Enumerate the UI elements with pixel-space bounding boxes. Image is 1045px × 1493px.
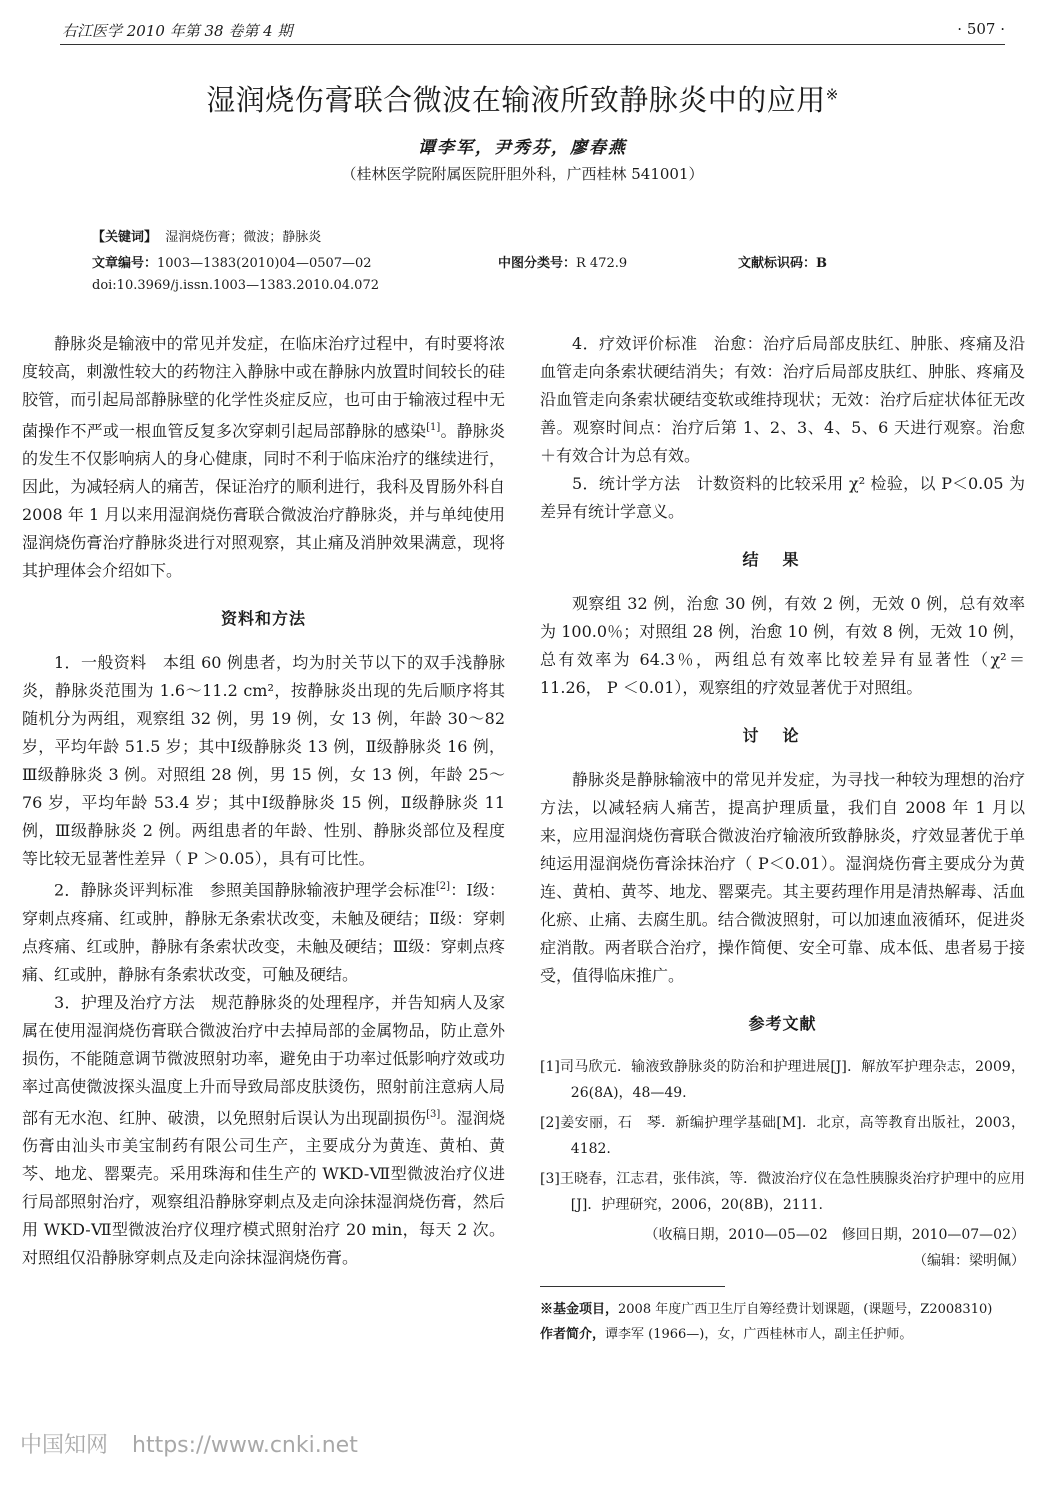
section-heading-discussion: 讨论 xyxy=(742,726,823,745)
clc-number: R 472.9 xyxy=(576,256,628,271)
citation: [1] xyxy=(426,422,441,433)
citation: [3] xyxy=(426,1108,441,1120)
document-code-line xyxy=(738,252,827,271)
criteria-text: 2．静脉炎评判标准 参照美国静脉输液护理学会标准 xyxy=(54,880,436,900)
doi: doi:10.3969/j.issn.1003—1383.2010.04.072 xyxy=(92,278,379,293)
author-footnote xyxy=(540,1322,1025,1347)
criteria-text-rest: ：Ⅰ级：穿刺点疼痛、红或肿，静脉无条索状改变，未触及硬结；Ⅱ级：穿刺点疼痛、红或肿，静脉有条索状改变，未触及硬结；Ⅲ级：穿刺点疼痛、红或肿，静脉有条索状改变，可触及硬结。 xyxy=(22,880,505,984)
author-bio: 谭李军 (1966—)，女，广西桂林市人，副主任护师。 xyxy=(605,1327,913,1342)
intro-text-rest: 。静脉炎的发生不仅影响病人的身心健康，同时不利于临床治疗的继续进行，因此，为减轻病人的痛苦，保证治疗的顺利进行，我科及胃肠外科自 2008 年 1 月以来用湿润烧伤膏联合微波治疗静脉炎，并与单纯使用湿润烧伤膏治疗静脉炎进行对照观察，其止痛及消肿效果满意，现将其护理体会介绍如下。 xyxy=(22,421,505,581)
fund-footnote xyxy=(540,1297,1025,1322)
title-text: 湿润烧伤膏联合微波在输液所致静脉炎中的应用 xyxy=(206,83,826,117)
fund-text: 2008 年度广西卫生厅自筹经费计划课题，(课题号，Z2008310) xyxy=(618,1302,993,1317)
clc-line xyxy=(498,252,627,271)
keywords-label: 【关键词】 xyxy=(92,230,158,245)
criteria-paragraph xyxy=(22,873,505,988)
keywords-line xyxy=(92,226,321,245)
results-paragraph: 观察组 32 例，治愈 30 例，有效 2 例，无效 0 例，总有效率为 100.0％；对照组 28 例，治愈 10 例，有效 8 例，无效 10 例，总有效率为 64.3％，两组总有效率比较差异有显著性（χ²＝11.26， P ＜0.01），观察组的疗效显著优于对照组。 xyxy=(540,594,1025,697)
reference-item: [3]王晓春，江志君，张伟滨，等．微波治疗仪在急性胰腺炎治疗护理中的应用[J]．护理研究，2006，20(8B)，2111. xyxy=(540,1171,1025,1213)
clc-label: 中图分类号： xyxy=(498,256,577,271)
discussion-paragraph: 静脉炎是静脉输液中的常见并发症，为寻找一种较为理想的治疗方法，以减轻病人痛苦，提高护理质量，我们自 2008 年 1 月以来，应用湿润烧伤膏联合微波治疗输液所致静脉炎，疗效显著优于单纯运用湿润烧伤膏涂抹治疗（ P＜0.01）。湿润烧伤膏主要成分为黄连、黄柏、黄芩、地龙、罂粟壳。其主要药理作用是清热解毒、活血化瘀、止痛、去腐生肌。结合微波照射，可以加速血液循环，促进炎症消散。两者联合治疗，操作简便、安全可靠、成本低、患者易于接受，值得临床推广。 xyxy=(540,770,1025,985)
editor: （编辑：梁明佩） xyxy=(913,1253,1025,1269)
section-heading-methods: 资料和方法 xyxy=(220,609,306,629)
article-number-line xyxy=(92,252,372,271)
keywords: 湿润烧伤膏；微波；静脉炎 xyxy=(165,230,322,245)
header-rule xyxy=(60,44,1005,45)
document-code: B xyxy=(816,256,828,271)
watermark-url: https://www.cnki.net xyxy=(132,1433,358,1458)
section-heading-results: 结果 xyxy=(742,550,823,569)
fund-label: ※基金项目， xyxy=(540,1302,619,1317)
watermark-text: 中国知网 xyxy=(20,1433,109,1458)
section-heading-references: 参考文献 xyxy=(748,1014,817,1033)
article-number-label: 文章编号： xyxy=(92,256,158,271)
journal-header: 右江医学 2010 年第 38 卷第 4 期 xyxy=(62,22,293,40)
title-footnote-mark: ※ xyxy=(825,85,839,104)
received-dates: （收稿日期，2010—05—02 修回日期，2010—07—02） xyxy=(644,1227,1025,1243)
statistics-paragraph: 5．统计学方法 计数资料的比较采用 χ² 检验，以 P＜0.05 为差异有统计学意义。 xyxy=(540,474,1025,521)
right-column xyxy=(540,330,1025,1347)
article-title xyxy=(0,78,1045,119)
intro-text: 静脉炎是输液中的常见并发症，在临床治疗过程中，有时要将浓度较高，刺激性较大的药物注入静脉中或在静脉内放置时间较长的硅胶管，而引起局部静脉壁的化学性炎症反应，也可由于输液过程中无菌操作不严或一根血管反复多次穿刺引起局部静脉的感染 xyxy=(22,334,505,441)
reference-item: [2]姜安丽，石 琴．新编护理学基础[M]．北京，高等教育出版社，2003，4182. xyxy=(540,1115,1025,1157)
citation: [2] xyxy=(435,881,451,893)
affiliation: （桂林医学院附属医院肝胆外科，广西桂林 541001） xyxy=(341,165,704,183)
authors: 谭李军，尹秀芬，廖春燕 xyxy=(418,138,627,158)
intro-paragraph xyxy=(22,330,505,585)
efficacy-criteria-paragraph: 4．疗效评价标准 治愈：治疗后局部皮肤红、肿胀、疼痛及沿血管走向条索状硬结消失；有效：治疗后局部皮肤红、肿胀、疼痛及沿血管走向条索状硬结变软或维持现状；无效：治疗后症状体征无改善。观察时间点：治疗后第 1、2、3、4、5、6 天进行观察。治愈＋有效合计为总有效。 xyxy=(540,334,1025,465)
nursing-methods-paragraph xyxy=(22,989,505,1272)
article-number: 1003—1383(2010)04—0507—02 xyxy=(157,256,372,271)
cnki-watermark xyxy=(20,1428,358,1459)
nursing-text-rest: 。湿润烧伤膏由汕头市美宝制药有限公司生产，主要成分为黄连、黄柏、黄芩、地龙、罂粟壳。采用珠海和佳生产的 WKD-Ⅶ型微波治疗仪进行局部照射治疗，观察组沿静脉穿刺点及走向涂抹湿润烧伤膏，然后用 WKD-Ⅶ型微波治疗仪理疗模式照射治疗 20 min，每天 2 次。对照组仅沿静脉穿刺点及走向涂抹湿润烧伤膏。 xyxy=(22,1107,505,1267)
author-label: 作者简介， xyxy=(540,1327,606,1342)
reference-item: [1]司马欣元．输液致静脉炎的防治和护理进展[J]．解放军护理杂志，2009，26(8A)，48—49. xyxy=(540,1059,1025,1101)
general-data-paragraph: 1．一般资料 本组 60 例患者，均为肘关节以下的双手浅静脉炎，静脉炎范围为 1.6～11.2 cm²，按静脉炎出现的先后顺序将其随机分为两组，观察组 32 例，男 19 例，女 13 例，年龄 30～82 岁，平均年龄 51.5 岁；其中Ⅰ级静脉炎 13 例，Ⅱ级静脉炎 16 例，Ⅲ级静脉炎 3 例。对照组 28 例，男 15 例，女 13 例，年龄 25～76 岁，平均年龄 53.4 岁；其中Ⅰ级静脉炎 15 例，Ⅱ级静脉炎 11 例，Ⅲ级静脉炎 2 例。两组患者的年龄、性别、静脉炎部位及程度等比较无显著性差异（ P ＞0.05），具有可比性。 xyxy=(22,653,505,869)
footnote-rule xyxy=(540,1286,725,1287)
nursing-text: 3．护理及治疗方法 规范静脉炎的处理程序，并告知病人及家属在使用湿润烧伤膏联合微波治疗中去掉局部的金属物品，防止意外损伤，不能随意调节微波照射功率，避免由于功率过低影响疗效或功率过高使微波探头温度上升而导致局部皮肤烫伤，照射前注意病人局部有无水泡、红肿、破溃，以免照射后误认为出现副损伤 xyxy=(22,992,505,1127)
left-column xyxy=(22,330,505,1272)
page-number: · 507 · xyxy=(957,20,1005,38)
document-code-label: 文献标识码： xyxy=(738,256,817,271)
